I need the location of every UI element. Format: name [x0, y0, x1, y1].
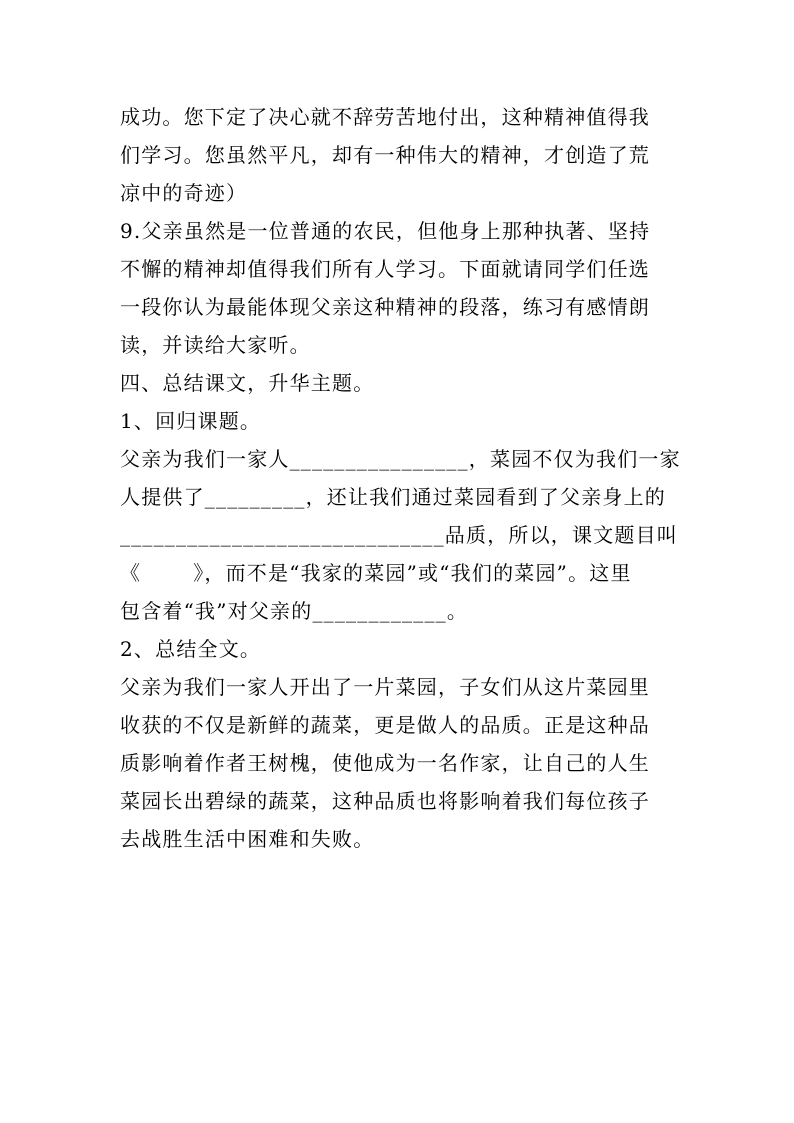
fill-in-line: 包含着“我”对父亲的____________。 [120, 599, 469, 623]
subsection-heading: 2、总结全文。 [120, 637, 262, 661]
paragraph-line: 们学习。您虽然平凡，却有一种伟大的精神，才创造了荒 [120, 143, 650, 167]
paragraph-line: 凉中的奇迹） [120, 181, 248, 205]
fill-in-line: 人提供了_________，还让我们通过菜园看到了父亲身上的 [120, 485, 666, 509]
paragraph-line: 父亲为我们一家人开出了一片菜园，子女们从这片菜园里 [120, 675, 650, 699]
paragraph-line: 收获的不仅是新鲜的蔬菜，更是做人的品质。正是这种品 [120, 713, 650, 737]
paragraph-line: 去战胜生活中困难和失败。 [120, 827, 375, 851]
step-9-line: 9.父亲虽然是一位普通的农民，但他身上那种执著、坚持 [120, 219, 651, 243]
section-heading: 四、总结课文，升华主题。 [120, 371, 375, 395]
paragraph-line: 一段你认为最能体现父亲这种精神的段落，练习有感情朗 [120, 295, 650, 319]
title-question-line [120, 554, 680, 592]
title-open-quote: 《 [120, 561, 142, 585]
paragraph-line: 读，并读给大家听。 [120, 333, 311, 357]
title-rest: 》，而不是“我家的菜园”或“我们的菜园”。这里 [193, 561, 632, 585]
fill-in-line: 父亲为我们一家人________________，菜园不仅为我们一家 [120, 447, 681, 471]
fill-in-line: _____________________________品质，所以，课文题目叫 [120, 523, 678, 547]
paragraph-line: 成功。您下定了决心就不辞劳苦地付出，这种精神值得我 [120, 105, 650, 129]
lesson-text [120, 98, 680, 858]
paragraph-line: 不懈的精神却值得我们所有人学习。下面就请同学们任选 [120, 257, 650, 281]
paragraph-line: 菜园长出碧绿的蔬菜，这种品质也将影响着我们每位孩子 [120, 789, 650, 813]
paragraph-line: 质影响着作者王树槐，使他成为一名作家，让自己的人生 [120, 751, 650, 775]
subsection-heading: 1、回归课题。 [120, 409, 262, 433]
